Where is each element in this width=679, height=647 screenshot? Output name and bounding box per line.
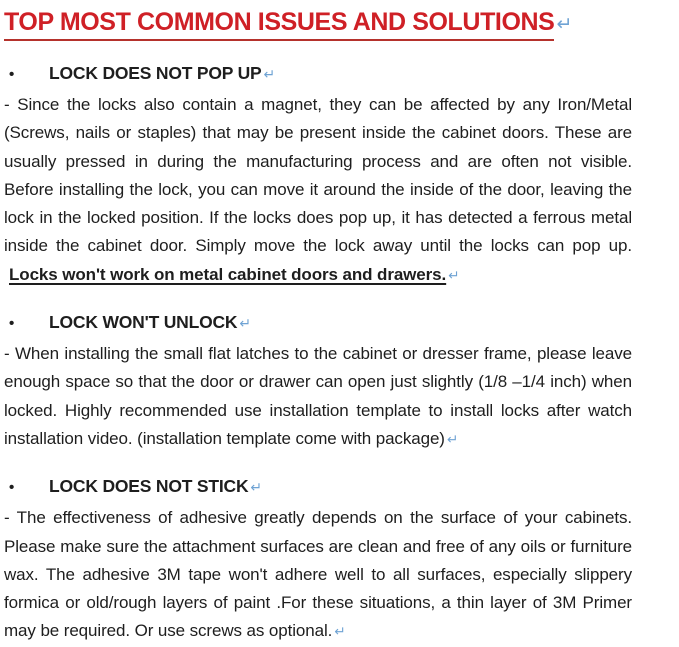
section-lock-does-not-stick xyxy=(4,473,632,646)
paragraph-return-icon: ↵ xyxy=(263,67,276,83)
issue-heading-wrap xyxy=(49,473,262,501)
section-lock-does-not-pop-up xyxy=(4,60,632,290)
bullet-icon: • xyxy=(9,66,15,83)
bullet-icon: • xyxy=(9,479,15,497)
issue-heading-wrap xyxy=(49,60,275,88)
section-lock-wont-unlock xyxy=(4,309,632,454)
issue-body-text: - The effectiveness of adhesive greatly depends on the surface of your cabinets. Please make sure the attachment surfaces are clean and free of any oils or furniture wax. The adhesive 3M tape won't adhere well to all surfaces, especially slippery formica or old/rough layers of paint .For these situations, a thin layer of 3M Primer may be required. Or use screws as optional. xyxy=(4,508,632,641)
issue-body-text: - Since the locks also contain a magnet, they can be affected by any Iron/Metal (Screws, nails or staples) that may be present inside the cabinet doors. These are usually pressed in during the manufacturing process and are often not visible. Before installing the lock, you can move it around the inside of the door, leaving the lock in the locked position. If the locks does pop up, it has detected a ferrous metal inside the cabinet door. Simply move the lock away until the locks can pop up. xyxy=(4,95,632,256)
issue-heading-wrap xyxy=(49,309,251,337)
issue-body-emphasis-text: Locks won't work on metal cabinet doors and drawers. xyxy=(9,264,447,284)
issue-heading xyxy=(4,60,632,88)
page-title xyxy=(4,7,632,41)
page-title-text: TOP MOST COMMON ISSUES AND SOLUTIONS xyxy=(4,7,554,41)
issue-body xyxy=(4,340,632,454)
paragraph-return-icon: ↵ xyxy=(250,480,263,497)
issue-heading xyxy=(4,473,632,501)
paragraph-return-icon: ↵ xyxy=(446,431,459,448)
paragraph-return-icon: ↵ xyxy=(556,13,572,35)
issue-heading-text: LOCK DOES NOT STICK xyxy=(49,476,249,497)
issue-heading xyxy=(4,309,632,337)
issue-body xyxy=(4,504,632,646)
paragraph-return-icon: ↵ xyxy=(448,267,460,284)
issue-body xyxy=(4,91,632,290)
issue-heading-text: LOCK WON'T UNLOCK xyxy=(49,312,238,333)
paragraph-return-icon: ↵ xyxy=(334,624,346,641)
issue-body-text: - When installing the small flat latches to the cabinet or dresser frame, please leave enough space so that the door or drawer can open just slightly (1/8 –1/4 inch) when locked. Highly recommended use installation template to install locks after watch installation video. (installation template come with package) xyxy=(4,344,632,448)
bullet-icon: • xyxy=(9,315,15,333)
issue-heading-text: LOCK DOES NOT POP UP xyxy=(49,63,262,83)
paragraph-return-icon: ↵ xyxy=(239,316,252,333)
